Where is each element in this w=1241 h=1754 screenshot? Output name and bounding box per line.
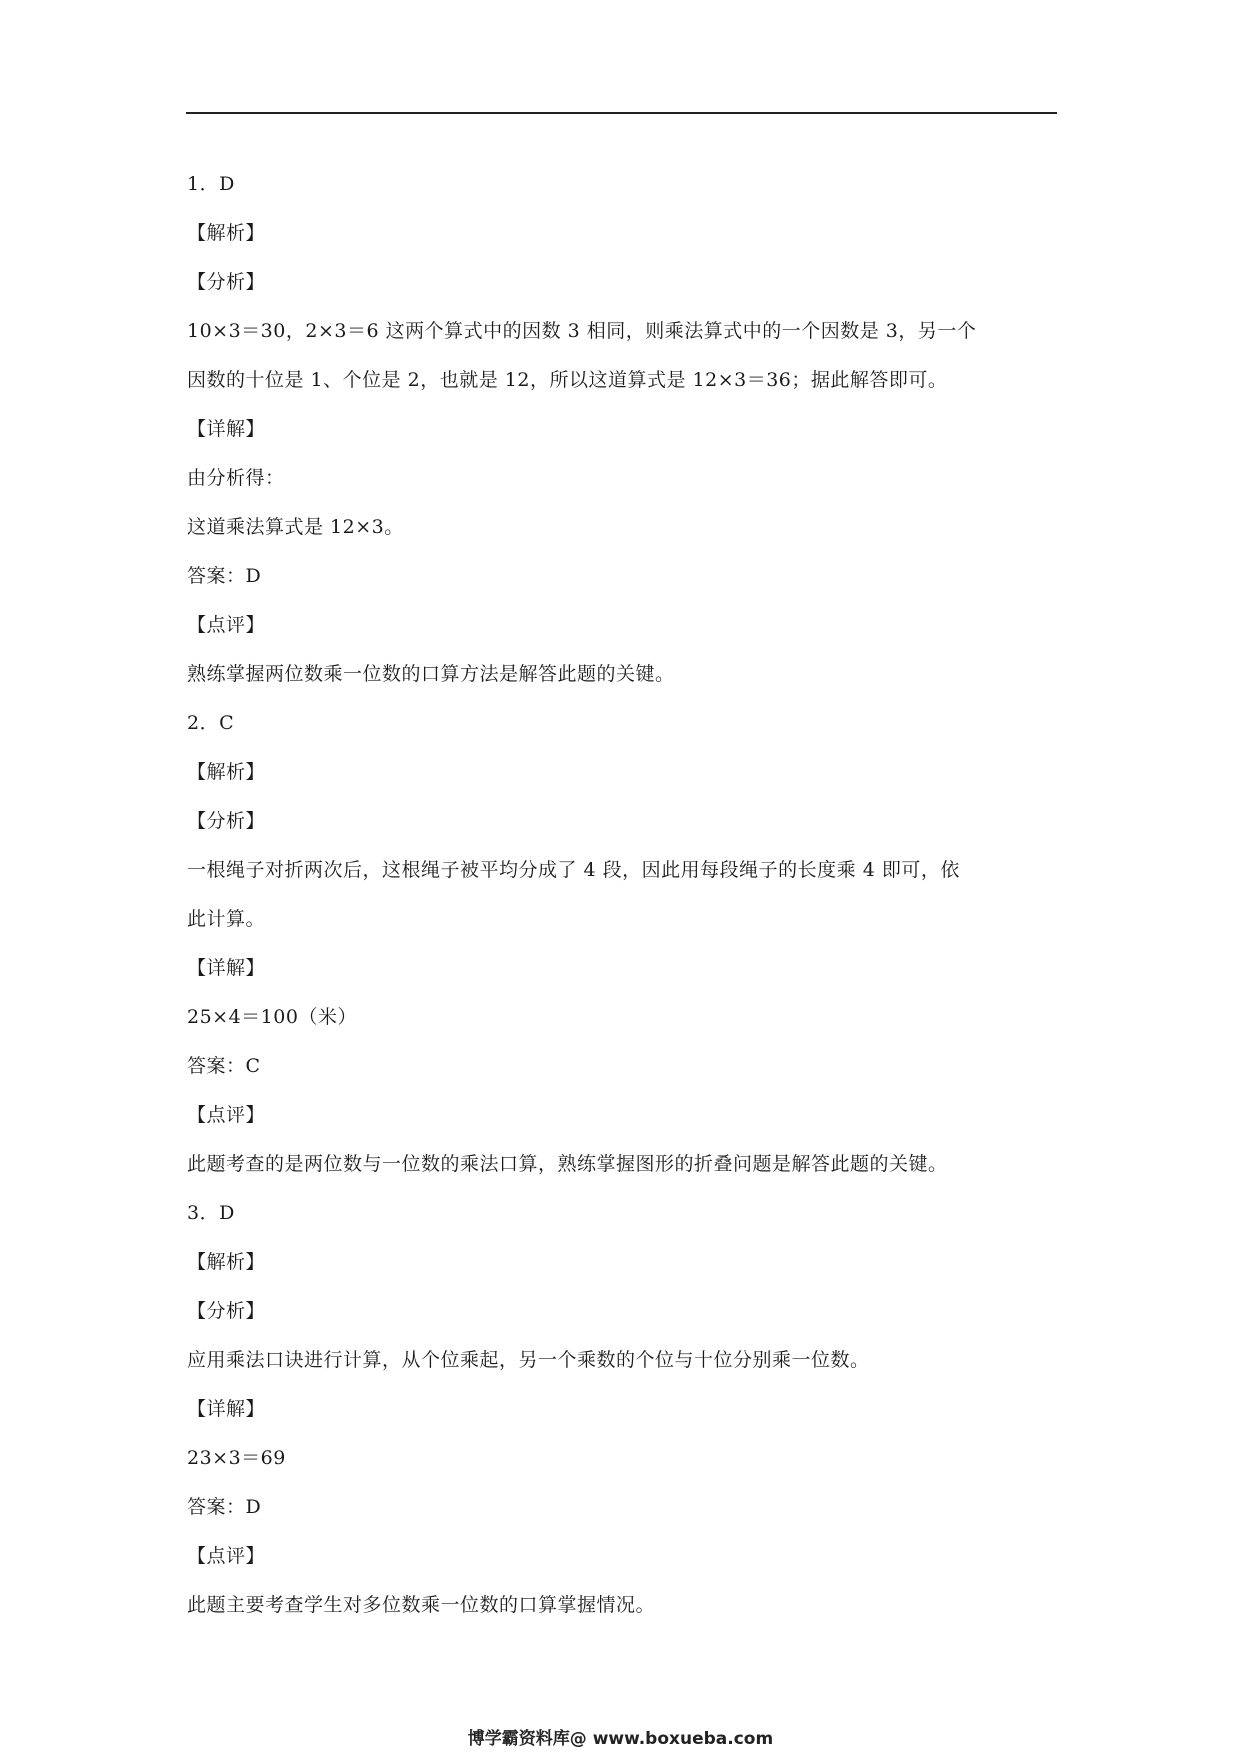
answer-text: 答案：D xyxy=(187,1496,262,1518)
analysis-text: 一根绳子对折两次后，这根绳子被平均分成了 4 段，因此用每段绳子的长度乘 4 即可，依 xyxy=(187,859,960,881)
comment-text: 熟练掌握两位数乘一位数的口算方法是解答此题的关键。 xyxy=(187,663,675,685)
section-heading-jiexi: 【解析】 xyxy=(187,1251,266,1273)
section-heading-jiexi: 【解析】 xyxy=(187,222,266,244)
header-divider xyxy=(186,112,1057,114)
section-heading-dianping: 【点评】 xyxy=(187,1545,266,1567)
comment-text: 此题考查的是两位数与一位数的乘法口算，熟练掌握图形的折叠问题是解答此题的关键。 xyxy=(187,1153,948,1175)
section-heading-dianping: 【点评】 xyxy=(187,614,266,636)
detail-text: 25×4＝100（米） xyxy=(187,1006,357,1028)
section-heading-fenxi: 【分析】 xyxy=(187,271,266,293)
question-3-answer: 3．D xyxy=(187,1202,235,1224)
comment-text: 此题主要考查学生对多位数乘一位数的口算掌握情况。 xyxy=(187,1594,656,1616)
section-heading-xiangjie: 【详解】 xyxy=(187,418,266,440)
analysis-text: 因数的十位是 1、个位是 2，也就是 12，所以这道算式是 12×3＝36；据此解答即可。 xyxy=(187,369,948,391)
detail-text: 23×3＝69 xyxy=(187,1447,286,1469)
section-heading-fenxi: 【分析】 xyxy=(187,1300,266,1322)
analysis-text: 应用乘法口诀进行计算，从个位乘起，另一个乘数的个位与十位分别乘一位数。 xyxy=(187,1349,870,1371)
question-2-answer: 2．C xyxy=(187,712,235,734)
section-heading-fenxi: 【分析】 xyxy=(187,810,266,832)
answer-text: 答案：D xyxy=(187,565,262,587)
detail-text: 由分析得： xyxy=(187,467,285,489)
section-heading-xiangjie: 【详解】 xyxy=(187,1398,266,1420)
analysis-text: 10×3＝30，2×3＝6 这两个算式中的因数 3 相同，则乘法算式中的一个因数是 3，另一个 xyxy=(187,320,977,342)
analysis-text: 此计算。 xyxy=(187,908,266,930)
section-heading-jiexi: 【解析】 xyxy=(187,761,266,783)
detail-text: 这道乘法算式是 12×3。 xyxy=(187,516,404,538)
footer-watermark: 博学霸资料库@ www.boxueba.com xyxy=(467,1729,774,1749)
section-heading-xiangjie: 【详解】 xyxy=(187,957,266,979)
question-1-answer: 1．D xyxy=(187,173,235,195)
answer-text: 答案：C xyxy=(187,1055,261,1077)
answer-content xyxy=(187,160,1067,1630)
section-heading-dianping: 【点评】 xyxy=(187,1104,266,1126)
